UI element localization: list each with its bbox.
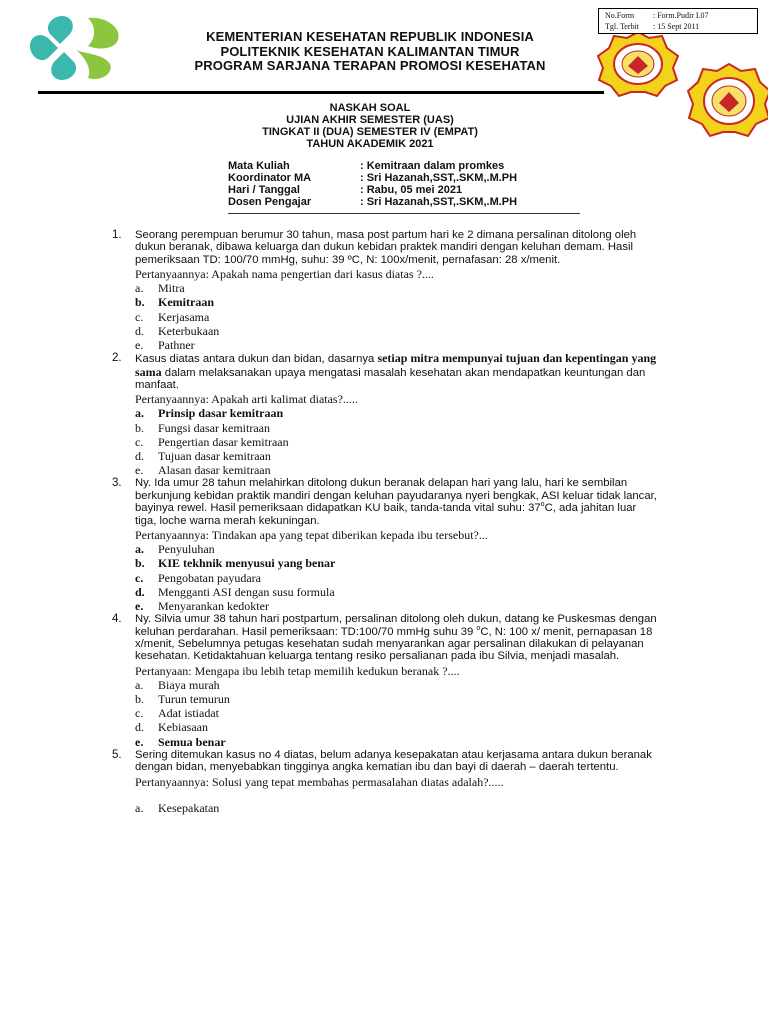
course-info-row (228, 160, 517, 172)
answer-option: b. Fungsi dasar kemitraan (135, 420, 270, 435)
institution-seal-icon (686, 62, 768, 140)
course-info-key: Hari / Tanggal (228, 184, 300, 196)
question-4 (112, 613, 657, 749)
institution-header (150, 30, 590, 74)
kemenkes-logo-icon (26, 10, 134, 82)
answer-option: a. Penyuluhan (135, 542, 215, 557)
course-info-row (228, 184, 517, 196)
question-prompt: Pertanyaannya: Solusi yang tepat membahas permasalahan diatas adalah?..... (135, 774, 504, 789)
question-3 (112, 477, 657, 613)
answer-option: a. Biaya murah (135, 677, 220, 692)
title-line-4: TAHUN AKADEMIK 2021 (306, 138, 434, 150)
answer-option: b. Turun temurun (135, 691, 230, 706)
question-prompt: Pertanyaannya: Tindakan apa yang tepat diberikan kepada ibu tersebut?... (135, 528, 488, 543)
answer-option-correct: b. Kemitraan (135, 295, 214, 310)
issue-date-value: : 15 Sept 2011 (653, 22, 700, 31)
question-number: 4. (112, 613, 122, 626)
institution-seal-icon (595, 30, 681, 98)
answer-option: d. Mengganti ASI dengan susu formula (135, 584, 335, 599)
question-1 (112, 229, 657, 352)
form-info-box (598, 8, 758, 34)
issue-date-label: Tgl. Terbit (605, 22, 639, 31)
header-divider (38, 91, 604, 94)
header-line-ministry: KEMENTERIAN KESEHATAN REPUBLIK INDONESIA (206, 29, 534, 44)
header-line-program: PROGRAM SARJANA TERAPAN PROMOSI KESEHATAN (194, 58, 546, 73)
answer-option: a. Kesepakatan (135, 800, 220, 815)
answer-option: d. Keterbukaan (135, 323, 220, 338)
title-line-1: NASKAH SOAL (329, 102, 411, 114)
question-text-emphasis: setiap mitra mempunyai tujuan dan kepentingan yang sama (135, 351, 657, 379)
question-prompt: Pertanyaan: Mengapa ibu lebih tetap memilih kedukun beranak ?.... (135, 663, 460, 678)
question-prompt: Pertanyaannya: Apakah nama pengertian dari kasus diatas ?.... (135, 267, 434, 282)
answer-option: e. Pathner (135, 338, 195, 353)
answer-option: c. Pengobatan payudara (135, 570, 261, 585)
question-number: 3. (112, 477, 122, 490)
question-number: 1. (112, 229, 122, 241)
answer-option-correct: e. Semua benar (135, 734, 226, 749)
answer-option-correct: b. KIE tekhnik menyusui yang benar (135, 556, 336, 571)
answer-option: c. Kerjasama (135, 309, 210, 324)
question-text: Seorang perempuan berumur 30 tahun, masa post partum hari ke 2 dimana persalinan ditolong oleh dukun beranak, dibawa keluarga dan dukun kebidan praktek mandiri dengan keluhan demam. Hasil pemeriksaan TD: 100/70 mmHg, suhu: 39 ºC, N: 100x/menit, pernafasan: 28 x/menit. (135, 229, 637, 266)
question-text: Ny. Ida umur 28 tahun melahirkan ditolong dukun beranak delapan hari yang lalu, hari ke sembilan berkunjung kebidan praktik mandiri dengan keluhan payudaranya nyeri bengkak, ASI keluar tidak lancar, bayinya rewel. Hasil pemeriksaan didapatkan KU baik, tanda-tanda vital suhu: 37$^o$C, ada jahitan luar tiga, loche warna merah kekuningan. (135, 477, 657, 527)
answer-option: d. Kebiasaan (135, 720, 208, 735)
question-5 (112, 749, 657, 815)
question-prompt: Pertanyaannya: Apakah arti kalimat diatas?..... (135, 392, 358, 407)
answer-option-correct: a. Prinsip dasar kemitraan (135, 406, 284, 421)
answer-option: c. Adat istiadat (135, 706, 219, 721)
question-number: 5. (112, 748, 122, 761)
course-info-value: : Sri Hazanah,SST,.SKM,.M.PH (360, 196, 518, 208)
answer-option: a. Mitra (135, 281, 185, 296)
form-number-value: : Form.Pudir I.07 (653, 11, 709, 20)
answer-option: c. Pengertian dasar kemitraan (135, 434, 289, 449)
course-info-value: : Sri Hazanah,SST,.SKM,.M.PH (360, 172, 518, 184)
question-list (112, 229, 657, 815)
question-text: Sering ditemukan kasus no 4 diatas, belum adanya kesepakatan atau kerjasama antara dukun beranak dengan bidan, menyebabkan tingginya angka kematian ibu dan bayi di daerah – daerah tertentu. (135, 748, 652, 774)
course-info-key: Dosen Pengajar (228, 196, 312, 208)
course-info-row (228, 196, 517, 208)
exam-title (200, 102, 540, 150)
form-number-label: No.Form (605, 11, 635, 20)
question-text: Ny. Silvia umur 38 tahun hari postpartum, persalinan ditolong oleh dukun, datang ke Puskesmas dengan keluhan perdarahan. Hasil pemeriksaan: TD:100/70 mmHg suhu 39 $^o$C, N: 100 x/ menit, pernapasan 18 x/menit, Sebelumnya petugas kesehatan sudah menyarankan agar persalinan dilakukan di pelayanan kesehatan. Ketidaktahuan keluarga tentang resiko persalianan pada ibu Silvia, menjadi masalah. (135, 613, 657, 663)
course-info-value: : Kemitraan dalam promkes (360, 160, 505, 172)
question-number: 2. (112, 352, 122, 365)
course-info-key: Koordinator MA (228, 172, 312, 184)
question-text: Kasus diatas antara dukun dan bidan, dasarnya setiap mitra mempunyai tujuan dan kepentingan yang sama dalam melaksanakan upaya mengatasi masalah kesehatan akan mendapatkan keuntungan dan manfaat. (135, 351, 657, 392)
course-info-row (228, 172, 517, 184)
header-line-polytechnic: POLITEKNIK KESEHATAN KALIMANTAN TIMUR (220, 43, 520, 59)
course-info-value: : Rabu, 05 mei 2021 (360, 184, 463, 196)
meta-divider (228, 213, 580, 214)
title-line-2: UJIAN AKHIR SEMESTER (UAS) (286, 114, 454, 126)
title-line-3: TINGKAT II (DUA) SEMESTER IV (EMPAT) (262, 126, 478, 138)
course-info (228, 160, 517, 208)
answer-option: d. Tujuan dasar kemitraan (135, 449, 271, 464)
answer-option: e. Menyarankan kedokter (135, 598, 269, 613)
question-2 (112, 352, 657, 477)
answer-option: e. Alasan dasar kemitraan (135, 463, 271, 478)
course-info-key: Mata Kuliah (228, 160, 290, 172)
